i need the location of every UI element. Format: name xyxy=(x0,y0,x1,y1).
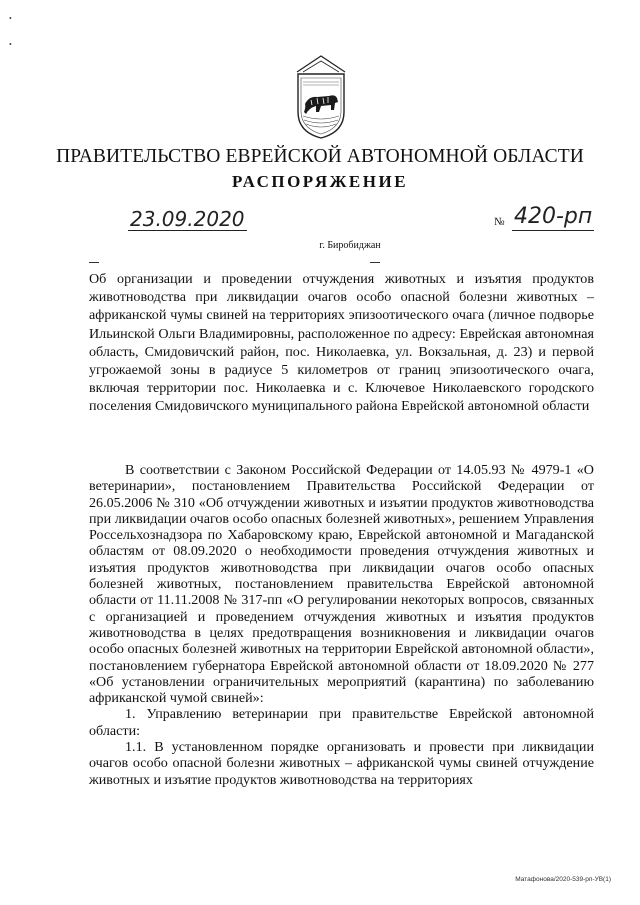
coat-of-arms-emblem xyxy=(291,52,351,140)
number-sign: № xyxy=(494,216,505,228)
handwritten-number: 420-рп xyxy=(514,204,593,229)
footer-reference: Матафонова/2020-539-рп-УВ(1) xyxy=(515,876,611,883)
subject-paragraph: Об организации и проведении отчуждения животных и изъятия продуктов животноводства при ликвидации очагов особо опасной болезни животных – африканской чумы свиней на территориях эпизоотического очага (личное подворье Ильинской Ольги Владимировны, расположенное по адресу: Еврейская автономная область, Смидовичский район, пос. Николаевка, ул. Вокзальная, д. 23) и первой угрожаемой зоны в радиусе 5 километров от границ эпизоотического очага, включая территории пос. Николаевка и с. Ключевое Николаевского городского поселения Смидовичского муниципального района Еврейской автономной области xyxy=(89,271,594,415)
government-title: ПРАВИТЕЛЬСТВО ЕВРЕЙСКОЙ АВТОНОМНОЙ ОБЛАСТИ xyxy=(56,146,584,167)
margin-mark: • xyxy=(9,14,12,23)
margin-mark: • xyxy=(9,40,12,49)
city-label: г. Биробиджан xyxy=(319,240,381,251)
item-1: 1. Управлению ветеринарии при правительстве Еврейской автономной области: xyxy=(89,706,594,739)
handwritten-date: 23.09.2020 xyxy=(130,207,245,231)
preamble-paragraph: В соответствии с Законом Российской Федерации от 14.05.93 № 4979-1 «О ветеринарии», постановлением Правительства Российской Федерации от 26.05.2006 № 310 «Об отчуждении животных и изъятии продуктов животноводства при ликвидации очагов особо опасных болезней животных», решением Управления Россельхознадзора по Хабаровскому краю, Еврейской автономной и Магаданской областям от 08.09.2020 о необходимости проведения отчуждения животных и изъятия продуктов животноводства при ликвидации очагов особо опасных болезней животных, постановлением правительства Еврейской автономной области от 11.11.2008 № 317-пп «О регулировании некоторых вопросов, связанных с организацией и проведением отчуждения животных и изъятия продуктов животноводства в целях предотвращения возникновения и ликвидации очагов особо опасных болезней животных на территории Еврейской автономной области», постановлением губернатора Еврейской автономной области от 18.09.2020 № 277 «Об установлении ограничительных мероприятий (карантина) по заболеванию африканской чумой свиней»: xyxy=(89,462,594,707)
subject-corner-mark xyxy=(370,262,380,267)
item-1-1: 1.1. В установленном порядке организовать и провести при ликвидации очагов особо опасной болезни животных – африканской чумы свиней отчуждение животных и изъятие продуктов животноводства на территориях xyxy=(89,739,594,788)
document-type: РАСПОРЯЖЕНИЕ xyxy=(231,172,409,191)
subject-corner-mark xyxy=(89,262,99,267)
document-body xyxy=(89,462,594,788)
